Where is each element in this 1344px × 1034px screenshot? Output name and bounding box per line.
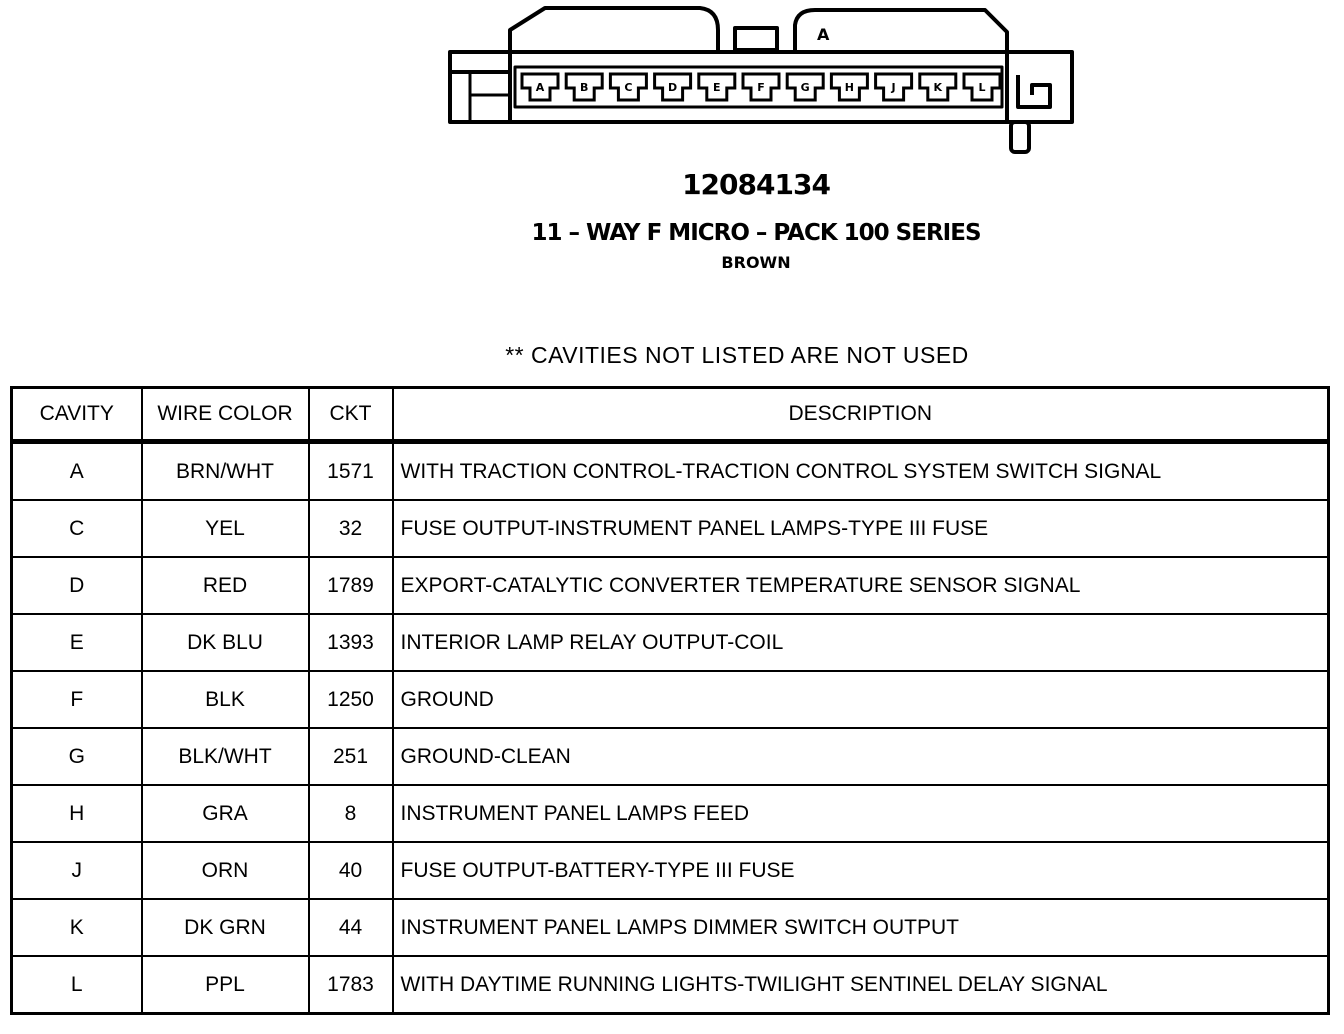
cell-cavity: C <box>12 500 142 557</box>
cell-cavity: J <box>12 842 142 899</box>
table-row <box>12 956 1329 1014</box>
cell-description: INSTRUMENT PANEL LAMPS FEED <box>393 785 1329 842</box>
cavity-label: D <box>668 81 678 94</box>
pinout-table <box>10 386 1330 1015</box>
cavity-label: F <box>757 81 765 94</box>
table-row <box>12 500 1329 557</box>
cell-description: GROUND <box>393 671 1329 728</box>
header-wire-color: WIRE COLOR <box>142 388 309 442</box>
cavity-label: G <box>800 81 810 94</box>
cavity-label: J <box>891 81 896 94</box>
table-header-row <box>12 388 1329 442</box>
cell-ckt: 1789 <box>309 557 393 614</box>
cavity-label: E <box>713 81 721 94</box>
cell-ckt: 251 <box>309 728 393 785</box>
cavity-f <box>743 74 779 100</box>
cell-description: WITH DAYTIME RUNNING LIGHTS-TWILIGHT SENTINEL DELAY SIGNAL <box>393 956 1329 1014</box>
cell-wire-color: BLK <box>142 671 309 728</box>
cell-description: FUSE OUTPUT-BATTERY-TYPE III FUSE <box>393 842 1329 899</box>
cell-wire-color: DK BLU <box>142 614 309 671</box>
cell-cavity: G <box>12 728 142 785</box>
cell-wire-color: BLK/WHT <box>142 728 309 785</box>
cavity-c <box>610 74 646 100</box>
cell-cavity: K <box>12 899 142 956</box>
header-ckt: CKT <box>309 388 393 442</box>
cell-ckt: 1571 <box>309 442 393 501</box>
table-row <box>12 728 1329 785</box>
cell-wire-color: YEL <box>142 500 309 557</box>
cavity-label: K <box>933 81 943 94</box>
cavity-a <box>522 74 558 100</box>
header-cavity: CAVITY <box>12 388 142 442</box>
table-row <box>12 557 1329 614</box>
cell-ckt: 44 <box>309 899 393 956</box>
cell-wire-color: RED <box>142 557 309 614</box>
cell-ckt: 1250 <box>309 671 393 728</box>
cavities-note: ** CAVITIES NOT LISTED ARE NOT USED <box>505 342 969 368</box>
header-description: DESCRIPTION <box>393 388 1329 442</box>
cell-ckt: 1393 <box>309 614 393 671</box>
cell-cavity: E <box>12 614 142 671</box>
table-row <box>12 614 1329 671</box>
cavity-label: A <box>535 81 545 94</box>
cavity-e <box>699 74 735 100</box>
cavity-label: H <box>844 81 855 94</box>
connector-marker-label: A <box>817 25 830 44</box>
cavity-j <box>876 74 912 100</box>
cell-ckt: 1783 <box>309 956 393 1014</box>
cell-ckt: 8 <box>309 785 393 842</box>
cell-wire-color: GRA <box>142 785 309 842</box>
cavity-label: B <box>580 81 589 94</box>
cell-description: FUSE OUTPUT-INSTRUMENT PANEL LAMPS-TYPE III FUSE <box>393 500 1329 557</box>
cell-cavity: H <box>12 785 142 842</box>
cell-description: INTERIOR LAMP RELAY OUTPUT-COIL <box>393 614 1329 671</box>
table-row <box>12 899 1329 956</box>
table-row <box>12 442 1329 501</box>
cell-wire-color: ORN <box>142 842 309 899</box>
cavity-h <box>831 74 867 100</box>
cell-wire-color: BRN/WHT <box>142 442 309 501</box>
table-row <box>12 671 1329 728</box>
cell-cavity: F <box>12 671 142 728</box>
cell-cavity: L <box>12 956 142 1014</box>
cell-cavity: D <box>12 557 142 614</box>
cell-wire-color: DK GRN <box>142 899 309 956</box>
table-row <box>12 785 1329 842</box>
table-body <box>12 442 1329 1014</box>
cell-description: INSTRUMENT PANEL LAMPS DIMMER SWITCH OUTPUT <box>393 899 1329 956</box>
cell-ckt: 32 <box>309 500 393 557</box>
connector-color: BROWN <box>721 253 791 272</box>
cavity-l <box>964 74 1000 100</box>
cavity-g <box>787 74 823 100</box>
cell-description: GROUND-CLEAN <box>393 728 1329 785</box>
cavity-d <box>655 74 691 100</box>
table-row <box>12 842 1329 899</box>
cavity-label: C <box>624 81 633 94</box>
cavity-group <box>522 74 1000 100</box>
connector-face-diagram <box>440 0 1090 165</box>
cavity-label: L <box>978 81 986 94</box>
cavity-k <box>920 74 956 100</box>
cavity-b <box>566 74 602 100</box>
cell-ckt: 40 <box>309 842 393 899</box>
cell-cavity: A <box>12 442 142 501</box>
connector-part-number: 12084134 <box>682 168 830 201</box>
cell-description: WITH TRACTION CONTROL-TRACTION CONTROL SYSTEM SWITCH SIGNAL <box>393 442 1329 501</box>
cell-wire-color: PPL <box>142 956 309 1014</box>
connector-description: 11 – WAY F MICRO – PACK 100 SERIES <box>531 220 981 246</box>
cell-description: EXPORT-CATALYTIC CONVERTER TEMPERATURE SENSOR SIGNAL <box>393 557 1329 614</box>
